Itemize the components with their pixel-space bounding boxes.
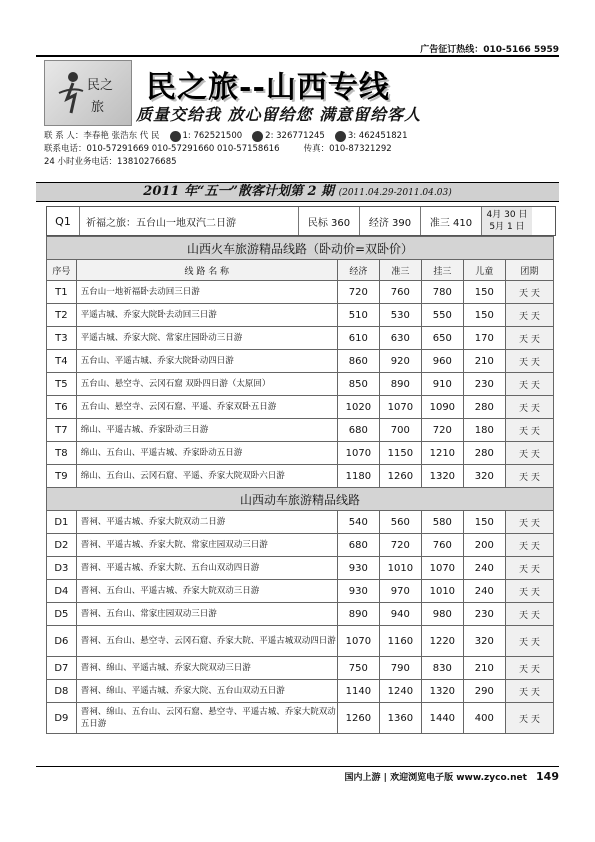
price-child: 320 [463, 626, 505, 657]
price-child: 400 [463, 703, 505, 734]
price-listed-3star: 580 [421, 511, 463, 534]
table-row [47, 465, 554, 488]
table-row [47, 534, 554, 557]
price-child: 210 [463, 350, 505, 373]
price-listed-3star: 550 [421, 304, 463, 327]
price-economy: 510 [337, 304, 379, 327]
price-quasi-3star: 940 [379, 603, 421, 626]
contact-people: 联 系 人：李春艳 张浩东 代 民 [44, 131, 160, 141]
price-quasi-3star: 1010 [379, 557, 421, 580]
route-name: 五台山、平遥古城、乔家大院卧动四日游 [76, 350, 337, 373]
price-listed-3star: 980 [421, 603, 463, 626]
section-title: 山西火车旅游精品线路（卧动价=双卧价） [47, 237, 554, 260]
price-child: 290 [463, 680, 505, 703]
price-listed-3star: 960 [421, 350, 463, 373]
price-quasi-3star: 630 [379, 327, 421, 350]
price-economy: 1180 [337, 465, 379, 488]
schedule: 天 天 [505, 657, 553, 680]
svg-text:民之: 民之 [87, 78, 114, 93]
route-name: 晋祠、五台山、常家庄园双动三日游 [76, 603, 337, 626]
price-economy: 610 [337, 327, 379, 350]
price-listed-3star: 1440 [421, 703, 463, 734]
price-quasi-3star: 1160 [379, 626, 421, 657]
route-code: D7 [47, 657, 77, 680]
route-name: 晋祠、绵山、平遥古城、乔家大院双动三日游 [76, 657, 337, 680]
page-number: 149 [536, 770, 559, 783]
price-quasi-3star: 700 [379, 419, 421, 442]
table-row [47, 680, 554, 703]
price-child: 230 [463, 603, 505, 626]
departure-dates [482, 207, 532, 235]
price-economy: 1070 [337, 626, 379, 657]
route-code: D3 [47, 557, 77, 580]
schedule: 天 天 [505, 626, 553, 657]
price-child: 230 [463, 373, 505, 396]
route-name: 绵山、五台山、平遥古城、乔家卧动五日游 [76, 442, 337, 465]
route-code: T3 [47, 327, 77, 350]
departure-date-1: 4月 30 日 [486, 210, 528, 220]
price-listed-3star: 1010 [421, 580, 463, 603]
table-row [47, 396, 554, 419]
price-economy: 850 [337, 373, 379, 396]
price-quasi-3star: 790 [379, 657, 421, 680]
brand-slogan: 质量交给我 放心留给您 满意留给客人 [136, 105, 422, 124]
price-child: 210 [463, 657, 505, 680]
route-code: D8 [47, 680, 77, 703]
route-name: 五台山、悬空寺、云冈石窟、平遥、乔家双卧五日游 [76, 396, 337, 419]
brand-logo [44, 60, 132, 126]
schedule: 天 天 [505, 680, 553, 703]
brand-title: 民之旅--山西专线 [146, 70, 390, 105]
table-row [47, 657, 554, 680]
contact-phones: 联系电话：010-57291669 010-57291660 010-57158616 [44, 144, 280, 154]
column-header: 序号 [47, 260, 77, 281]
top-divider [36, 55, 559, 57]
schedule: 天 天 [505, 603, 553, 626]
price-economy: 540 [337, 511, 379, 534]
contact-hotline-24h: 24 小时业务电话：13810276685 [44, 157, 177, 167]
price-listed-3star: 1220 [421, 626, 463, 657]
route-code: D6 [47, 626, 77, 657]
price-quasi-3star: 准三 410 [421, 207, 482, 235]
price-quasi-3star: 1360 [379, 703, 421, 734]
price-quasi-3star: 890 [379, 373, 421, 396]
price-economy: 1260 [337, 703, 379, 734]
route-name: 平遥古城、乔家大院、常家庄园卧动三日游 [76, 327, 337, 350]
section-title: 山西动车旅游精品线路 [47, 488, 554, 511]
route-code: T8 [47, 442, 77, 465]
table-row [47, 557, 554, 580]
price-quasi-3star: 1150 [379, 442, 421, 465]
column-header: 线 路 名 称 [76, 260, 337, 281]
route-code: D1 [47, 511, 77, 534]
price-listed-3star: 1070 [421, 557, 463, 580]
price-listed-3star: 780 [421, 281, 463, 304]
plan-date-range: (2011.04.29-2011.04.03) [338, 188, 452, 198]
footer-divider [36, 766, 559, 767]
contact-block [44, 130, 559, 169]
price-quasi-3star: 1260 [379, 465, 421, 488]
svg-text:旅: 旅 [91, 100, 105, 115]
schedule: 天 天 [505, 511, 553, 534]
route-name: 晋祠、五台山、悬空寺、云冈石窟、乔家大院、平遥古城双动四日游 [76, 626, 337, 657]
price-economy: 930 [337, 580, 379, 603]
section-header [47, 488, 554, 511]
price-child: 150 [463, 304, 505, 327]
route-code: D5 [47, 603, 77, 626]
departure-date-2: 5月 1 日 [489, 222, 525, 232]
price-listed-3star: 1320 [421, 680, 463, 703]
schedule: 天 天 [505, 281, 553, 304]
route-code: D9 [47, 703, 77, 734]
price-listed-3star: 1090 [421, 396, 463, 419]
column-header: 挂三 [421, 260, 463, 281]
route-name: 祈福之旅：五台山一地双汽二日游 [80, 207, 299, 235]
column-header: 准三 [379, 260, 421, 281]
price-child: 240 [463, 580, 505, 603]
table-row [47, 442, 554, 465]
price-listed-3star: 830 [421, 657, 463, 680]
footer-text: 国内上游 | 欢迎浏览电子版 www.zyco.net [344, 773, 527, 783]
section-header [47, 237, 554, 260]
table-row [47, 281, 554, 304]
price-standard: 民标 360 [299, 207, 360, 235]
column-header: 经济 [337, 260, 379, 281]
route-code: Q1 [47, 207, 80, 235]
price-child: 320 [463, 465, 505, 488]
table-row [47, 626, 554, 657]
table-row [47, 419, 554, 442]
schedule: 天 天 [505, 465, 553, 488]
price-listed-3star: 1210 [421, 442, 463, 465]
price-child: 200 [463, 534, 505, 557]
routes-table [46, 236, 554, 734]
plan-title-bar [36, 182, 559, 202]
table-row [47, 603, 554, 626]
price-economy: 经济 390 [360, 207, 421, 235]
price-quasi-3star: 760 [379, 281, 421, 304]
price-listed-3star: 650 [421, 327, 463, 350]
price-child: 170 [463, 327, 505, 350]
price-economy: 720 [337, 281, 379, 304]
schedule: 天 天 [505, 396, 553, 419]
table-row [47, 327, 554, 350]
route-code: T6 [47, 396, 77, 419]
price-economy: 1070 [337, 442, 379, 465]
price-child: 150 [463, 511, 505, 534]
route-name: 晋祠、绵山、平遥古城、乔家大院、五台山双动五日游 [76, 680, 337, 703]
table-row [47, 304, 554, 327]
route-name: 晋祠、平遥古城、乔家大院、常家庄园双动三日游 [76, 534, 337, 557]
table-row [47, 580, 554, 603]
price-listed-3star: 720 [421, 419, 463, 442]
schedule: 天 天 [505, 703, 553, 734]
schedule: 天 天 [505, 304, 553, 327]
price-quasi-3star: 970 [379, 580, 421, 603]
schedule: 天 天 [505, 327, 553, 350]
price-quasi-3star: 1070 [379, 396, 421, 419]
qq-penguin-icon [252, 131, 263, 142]
price-economy: 680 [337, 534, 379, 557]
price-quasi-3star: 720 [379, 534, 421, 557]
price-listed-3star: 910 [421, 373, 463, 396]
schedule: 天 天 [505, 557, 553, 580]
contact-fax: 传真：010-87321292 [303, 144, 392, 154]
route-code: T5 [47, 373, 77, 396]
price-listed-3star: 760 [421, 534, 463, 557]
price-quasi-3star: 560 [379, 511, 421, 534]
price-economy: 680 [337, 419, 379, 442]
featured-route-q1 [46, 206, 556, 236]
route-name: 绵山、五台山、云冈石窟、平遥、乔家大院双卧六日游 [76, 465, 337, 488]
route-code: D4 [47, 580, 77, 603]
schedule: 天 天 [505, 350, 553, 373]
schedule: 天 天 [505, 419, 553, 442]
column-header: 儿童 [463, 260, 505, 281]
route-code: T9 [47, 465, 77, 488]
price-economy: 750 [337, 657, 379, 680]
route-code: D2 [47, 534, 77, 557]
schedule: 天 天 [505, 534, 553, 557]
hotline: 广告征订热线：010-5166 5959 [420, 45, 559, 55]
route-name: 五台山一地祈福卧去动回三日游 [76, 281, 337, 304]
qq-number-1: 1: 762521500 [182, 131, 243, 141]
price-listed-3star: 1320 [421, 465, 463, 488]
price-economy: 1020 [337, 396, 379, 419]
qq-penguin-icon [335, 131, 346, 142]
price-child: 240 [463, 557, 505, 580]
column-header: 团期 [505, 260, 553, 281]
route-code: T7 [47, 419, 77, 442]
route-name: 平遥古城、乔家大院卧去动回三日游 [76, 304, 337, 327]
qq-penguin-icon [170, 131, 181, 142]
table-row [47, 350, 554, 373]
price-quasi-3star: 530 [379, 304, 421, 327]
price-economy: 930 [337, 557, 379, 580]
table-row [47, 703, 554, 734]
price-child: 180 [463, 419, 505, 442]
route-name: 晋祠、五台山、平遥古城、乔家大院双动三日游 [76, 580, 337, 603]
route-name: 绵山、平遥古城、乔家卧动三日游 [76, 419, 337, 442]
footer [345, 770, 559, 783]
route-name: 晋祠、平遥古城、乔家大院双动二日游 [76, 511, 337, 534]
header [36, 58, 559, 180]
price-economy: 1140 [337, 680, 379, 703]
price-economy: 860 [337, 350, 379, 373]
schedule: 天 天 [505, 442, 553, 465]
table-row [47, 511, 554, 534]
price-child: 280 [463, 396, 505, 419]
price-child: 280 [463, 442, 505, 465]
route-code: T1 [47, 281, 77, 304]
table-row [47, 373, 554, 396]
price-child: 150 [463, 281, 505, 304]
plan-title: 2011 年“五一”散客计划第 2 期 [143, 184, 335, 199]
route-code: T4 [47, 350, 77, 373]
column-header-row [47, 260, 554, 281]
route-name: 晋祠、平遥古城、乔家大院、五台山双动四日游 [76, 557, 337, 580]
route-name: 五台山、悬空寺、云冈石窟 双卧四日游（太原回） [76, 373, 337, 396]
route-name: 晋祠、绵山、五台山、云冈石窟、悬空寺、平遥古城、乔家大院双动五日游 [76, 703, 337, 734]
route-code: T2 [47, 304, 77, 327]
schedule: 天 天 [505, 373, 553, 396]
price-quasi-3star: 1240 [379, 680, 421, 703]
qq-number-3: 3: 462451821 [347, 131, 408, 141]
qq-number-2: 2: 326771245 [265, 131, 325, 141]
price-quasi-3star: 920 [379, 350, 421, 373]
traveler-logo-icon [53, 65, 123, 121]
price-economy: 890 [337, 603, 379, 626]
schedule: 天 天 [505, 580, 553, 603]
